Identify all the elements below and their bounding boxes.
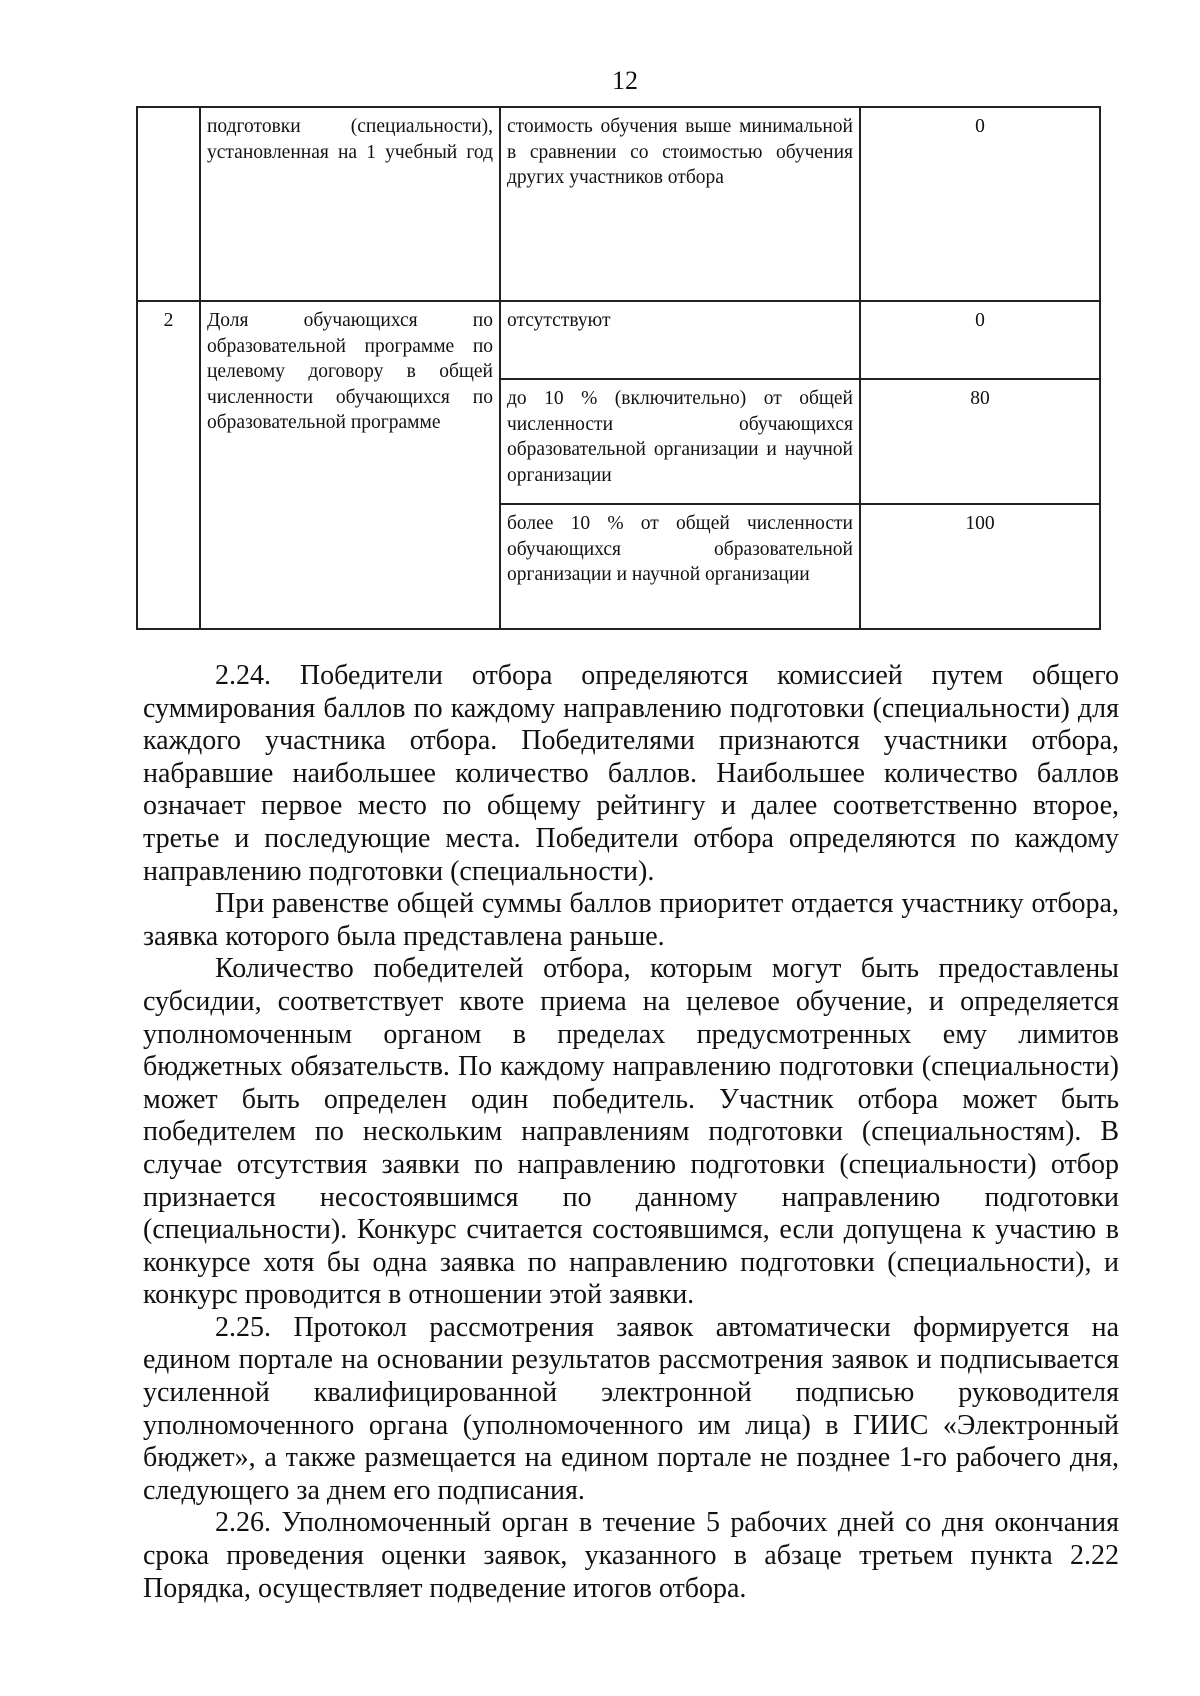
paragraph-equal-scores: При равенстве общей суммы баллов приоритет отдается участнику отбора, заявка которого была представлена раньше. (143, 888, 1119, 952)
paragraph-2-25: 2.25. Протокол рассмотрения заявок автоматически формируется на едином портале на основании результатов рассмотрения заявок и подписывается усиленной квалифицированной электронной подписью руководителя уполномоченного органа (уполномоченного им лица) в ГИИС «Электронный бюджет», а также размещается на едином портале не позднее 1-го рабочего дня, следующего за днем его подписания. (143, 1311, 1119, 1506)
condition-cell: отсутствуют (500, 301, 860, 379)
paragraph-2-26: 2.26. Уполномоченный орган в течение 5 рабочих дней со дня окончания срока проведения оценки заявок, указанного в абзаце третьем пункта 2.22 Порядка, осуществляет подведение итогов отбора. (143, 1507, 1119, 1604)
condition-cell: более 10 % от общей численности обучающихся образовательной организации и научной организации (500, 504, 860, 629)
score-cell: 80 (860, 379, 1100, 504)
criteria-table (136, 106, 1101, 630)
score-cell: 100 (860, 504, 1100, 629)
criterion-cell: Доля обучающихся по образовательной программе по целевому договору в общей численности обучающихся по образовательной программе (200, 301, 500, 629)
score-cell: 0 (860, 301, 1100, 379)
paragraph-2-24: 2.24. Победители отбора определяются комиссией путем общего суммирования баллов по каждому направлению подготовки (специальности) для каждого участника отбора. Победителями признаются участники отбора, набравшие наибольшее количество баллов. Наибольшее количество баллов означает первое место по общему рейтингу и далее соответственно второе, третье и последующие места. Победители отбора определяются по каждому направлению подготовки (специальности). (143, 660, 1119, 887)
body-text (143, 660, 1119, 1605)
row-number (137, 107, 200, 301)
paragraph-winners-count: Количество победителей отбора, которым могут быть предоставлены субсидии, соответствует квоте приема на целевое обучение, и определяется уполномоченным органом в пределах предусмотренных ему лимитов бюджетных обязательств. По каждому направлению подготовки (специальности) может быть определен один победитель. Участник отбора может быть победителем по нескольким направлениям подготовки (специальностям). В случае отсутствия заявки по направлению подготовки (специальности) отбор признается несостоявшимся по данному направлению подготовки (специальности). Конкурс считается состоявшимся, если допущена к участию в конкурсе хотя бы одна заявка по направлению подготовки (специальности), и конкурс проводится в отношении этой заявки. (143, 953, 1119, 1311)
criterion-cell: подготовки (специальности), установленная на 1 учебный год (200, 107, 500, 301)
condition-cell: до 10 % (включительно) от общей численности обучающихся образовательной организации и научной организации (500, 379, 860, 504)
score-cell: 0 (860, 107, 1100, 301)
condition-cell: стоимость обучения выше минимальной в сравнении со стоимостью обучения других участников отбора (500, 107, 860, 301)
row-number: 2 (137, 301, 200, 629)
page-number: 12 (612, 66, 638, 95)
table-row (137, 107, 1100, 301)
table-row (137, 301, 1100, 379)
